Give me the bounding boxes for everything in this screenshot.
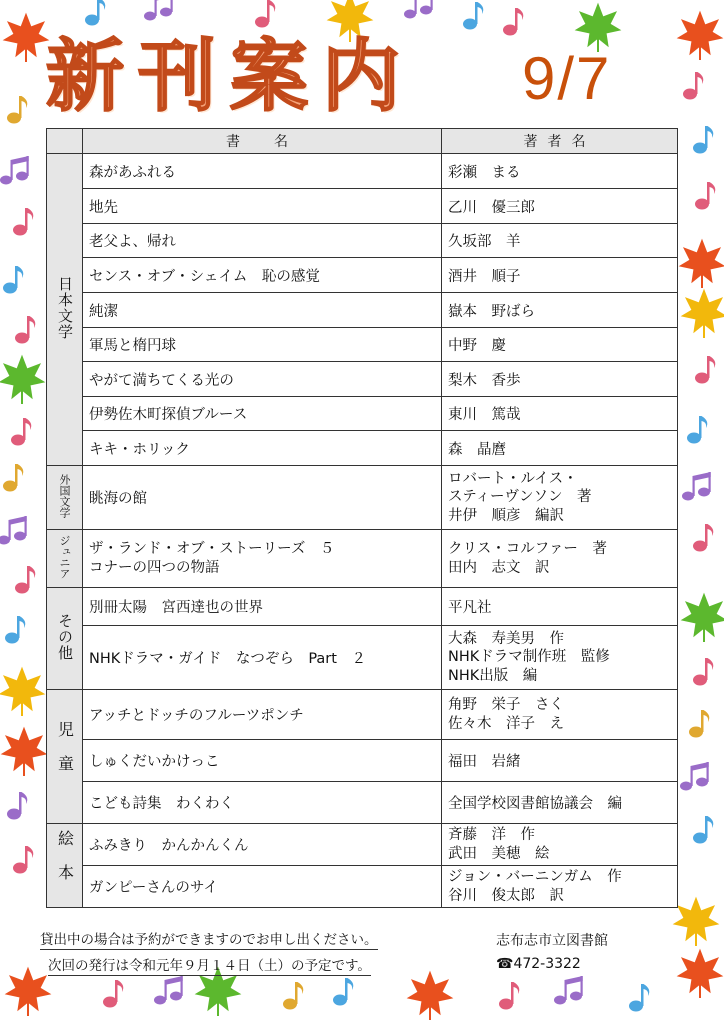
book-title: 森があふれる — [83, 154, 442, 189]
next-issue-note: 次回の発行は令和元年９月１４日（土）の予定です。 — [48, 954, 371, 976]
book-title: こども詩集 わくわく — [83, 782, 442, 824]
category-label: 絵本 — [55, 829, 75, 898]
book-title: 軍馬と楕円球 — [83, 328, 442, 362]
book-title: ザ・ランド・オブ・ストーリーズ ５ コナーの四つの物語 — [83, 530, 442, 588]
book-title: アッチとドッチのフルーツポンチ — [83, 690, 442, 740]
table-row — [47, 824, 678, 866]
category-cell — [47, 154, 83, 466]
book-title: センス・オブ・シェイム 恥の感覚 — [83, 258, 442, 293]
table-row — [47, 588, 678, 626]
book-author: 全国学校図書館協議会 編 — [442, 782, 678, 824]
reservation-note: 貸出中の場合は予約ができますのでお申し出ください。 — [40, 928, 378, 950]
book-title: しゅくだいかけっこ — [83, 740, 442, 782]
category-cell — [47, 466, 83, 530]
book-title: NHKドラマ・ガイド なつぞら Part ２ — [83, 626, 442, 690]
book-author: 中野 慶 — [442, 328, 678, 362]
book-author: 角野 栄子 さく 佐々木 洋子 え — [442, 690, 678, 740]
book-author: クリス・コルファー 著 田内 志文 訳 — [442, 530, 678, 588]
book-author: 斉藤 洋 作 武田 美穂 絵 — [442, 824, 678, 866]
book-title: 伊勢佐木町探偵ブルース — [83, 397, 442, 431]
library-info — [496, 930, 626, 978]
table-row — [47, 154, 678, 189]
category-label: 児童 — [55, 720, 75, 789]
table-row — [47, 782, 678, 824]
book-author: 森 晶麿 — [442, 431, 678, 466]
header-corner — [47, 129, 83, 154]
book-author: 彩瀬 まる — [442, 154, 678, 189]
table-row — [47, 328, 678, 362]
book-title: 別冊太陽 宮西達也の世界 — [83, 588, 442, 626]
table-header-row — [47, 129, 678, 154]
book-title: 老父よ、帰れ — [83, 224, 442, 258]
book-author: 福田 岩緒 — [442, 740, 678, 782]
book-author: 梨木 香歩 — [442, 362, 678, 397]
column-header-title: 書 名 — [83, 129, 442, 154]
category-label: その他 — [56, 612, 74, 661]
table-row — [47, 224, 678, 258]
table-row — [47, 866, 678, 908]
category-label: 外国文学 — [58, 473, 71, 518]
category-cell — [47, 824, 83, 908]
book-title: やがて満ちてくる光の — [83, 362, 442, 397]
book-author: 酒井 順子 — [442, 258, 678, 293]
table-row — [47, 397, 678, 431]
table-row — [47, 189, 678, 224]
issue-date: 9/7 — [522, 45, 612, 112]
table-row — [47, 258, 678, 293]
new-books-table — [46, 128, 678, 908]
category-cell — [47, 588, 83, 690]
library-name: 志布志市立図書館 — [496, 933, 608, 949]
book-title: 地先 — [83, 189, 442, 224]
book-author: 平凡社 — [442, 588, 678, 626]
book-title: ふみきり かんかんくん — [83, 824, 442, 866]
book-author: 久坂部 羊 — [442, 224, 678, 258]
table-row — [47, 431, 678, 466]
table-row — [47, 293, 678, 328]
book-author: 嶽本 野ばら — [442, 293, 678, 328]
table-row — [47, 466, 678, 530]
book-author: 東川 篤哉 — [442, 397, 678, 431]
table-row — [47, 530, 678, 588]
book-author: 大森 寿美男 作 NHKドラマ制作班 監修 NHK出版 編 — [442, 626, 678, 690]
library-phone: ☎472-3322 — [496, 956, 581, 972]
book-title: 眺海の館 — [83, 466, 442, 530]
table-row — [47, 690, 678, 740]
table-row — [47, 740, 678, 782]
category-label: ジュニア — [58, 534, 71, 579]
category-cell — [47, 690, 83, 824]
page-title: 新刊案内 — [46, 32, 415, 122]
book-author: 乙川 優三郎 — [442, 189, 678, 224]
table-row — [47, 626, 678, 690]
book-title: 純潔 — [83, 293, 442, 328]
category-cell — [47, 530, 83, 588]
book-title: ガンピーさんのサイ — [83, 866, 442, 908]
category-label: 日本文学 — [56, 275, 74, 340]
table-row — [47, 362, 678, 397]
column-header-author: 著者名 — [442, 129, 678, 154]
footer-notes — [40, 928, 460, 980]
book-title: キキ・ホリック — [83, 431, 442, 466]
book-author: ロバート・ルイス・ スティーヴンソン 著 井伊 順彦 編訳 — [442, 466, 678, 530]
book-author: ジョン・バーニンガム 作 谷川 俊太郎 訳 — [442, 866, 678, 908]
